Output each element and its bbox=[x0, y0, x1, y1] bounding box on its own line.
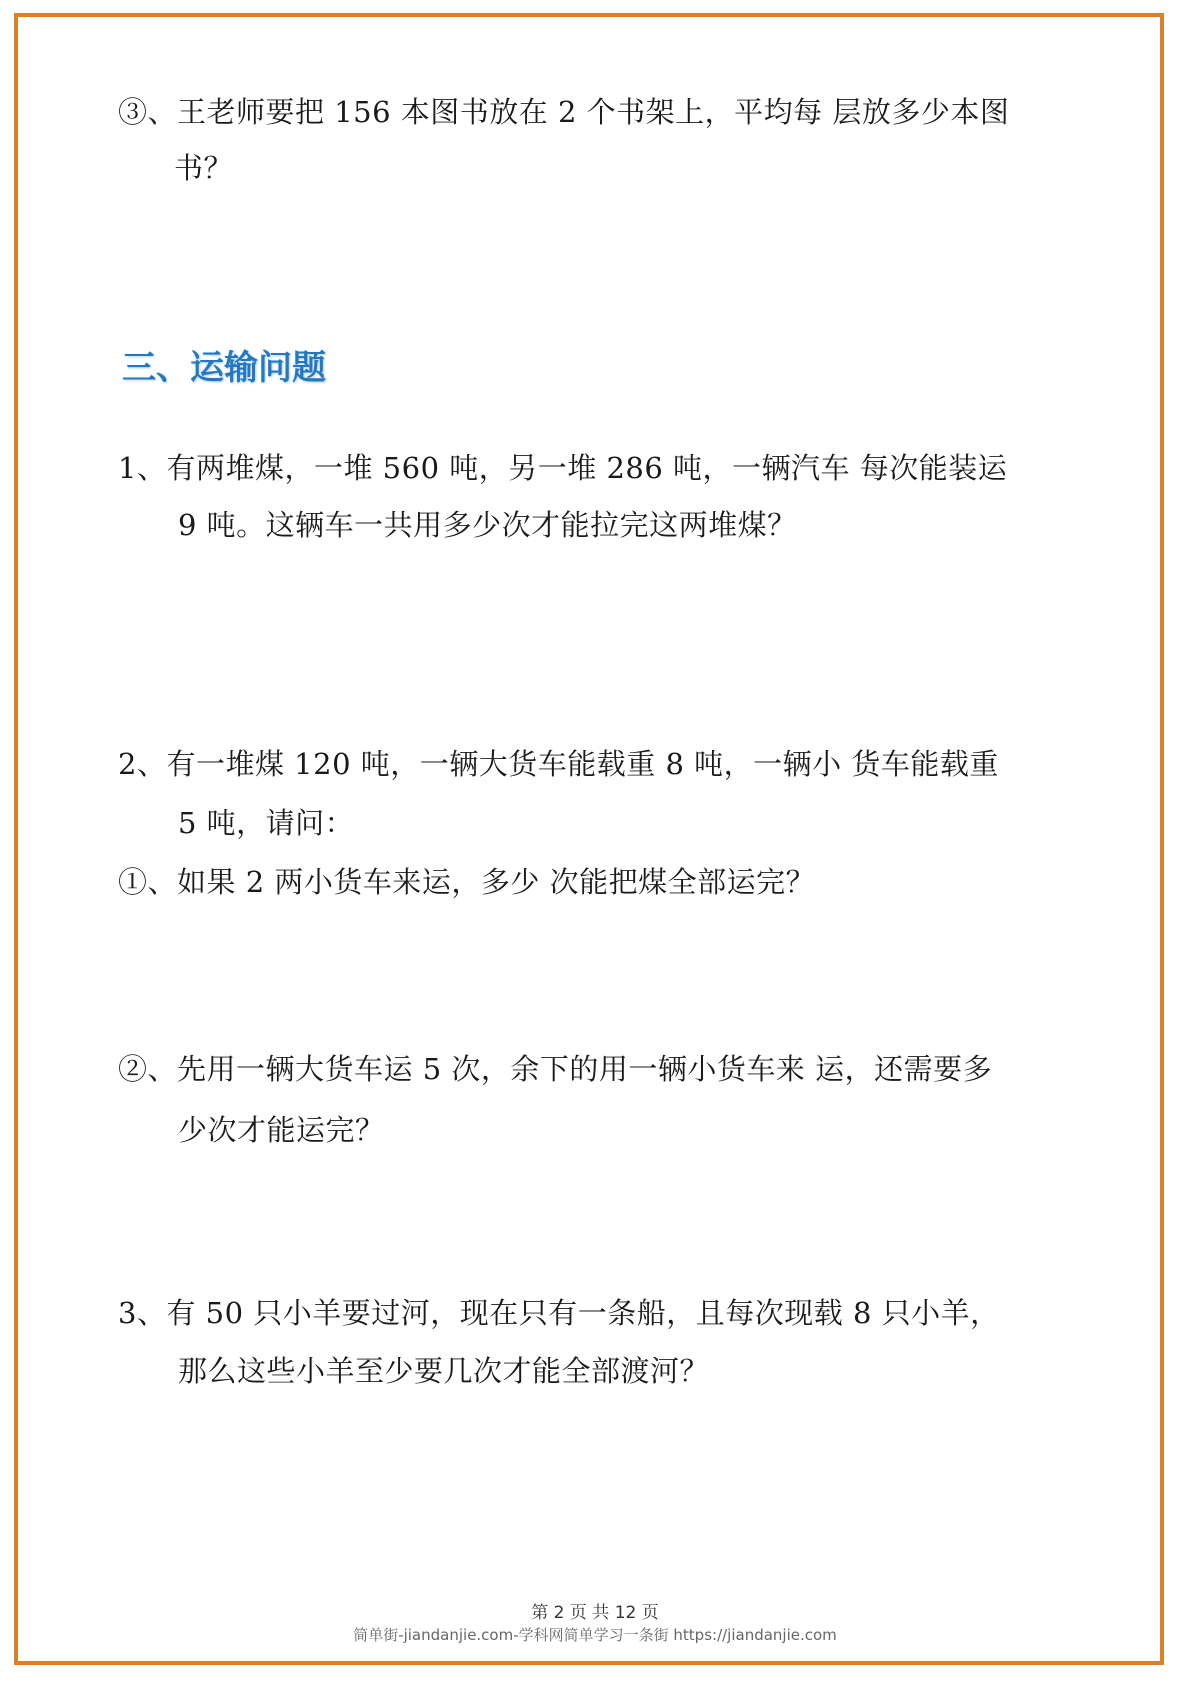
transport-question-2-line-2: 5 吨，请问： bbox=[178, 806, 355, 840]
transport-question-3-line-2: 那么这些小羊至少要几次才能全部渡河？ bbox=[178, 1354, 710, 1388]
transport-question-2-line-1: 2、有一堆煤 120 吨，一辆大货车能载重 8 吨，一辆小 货车能载重 bbox=[118, 747, 999, 781]
page-number: 第 2 页 共 12 页 bbox=[531, 1603, 659, 1623]
transport-question-3-line-1: 3、有 50 只小羊要过河，现在只有一条船，且每次现载 8 只小羊， bbox=[118, 1296, 1000, 1330]
transport-question-1-line-1: 1、有两堆煤，一堆 560 吨，另一堆 286 吨，一辆汽车 每次能装运 bbox=[118, 451, 1008, 485]
transport-question-1-line-2: 9 吨。这辆车一共用多少次才能拉完这两堆煤？ bbox=[178, 508, 797, 542]
section-heading-transport: 三、运输问题 bbox=[122, 348, 326, 388]
transport-question-2-sub-1: ①、如果 2 两小货车来运，多少 次能把煤全部运完？ bbox=[118, 865, 816, 899]
transport-question-2-sub-2-line-2: 少次才能运完？ bbox=[178, 1113, 385, 1147]
transport-question-2-sub-2-line-1: ②、先用一辆大货车运 5 次，余下的用一辆小货车来 运，还需要多 bbox=[118, 1052, 993, 1086]
question-3-line-1: ③、王老师要把 156 本图书放在 2 个书架上，平均每 层放多少本图 bbox=[118, 95, 1010, 129]
footer-site-link[interactable]: 简单街-jiandanjie.com-学科网简单学习一条街 https://jiandanjie.com bbox=[353, 1626, 837, 1644]
question-3-line-2: 书？ bbox=[174, 151, 234, 185]
